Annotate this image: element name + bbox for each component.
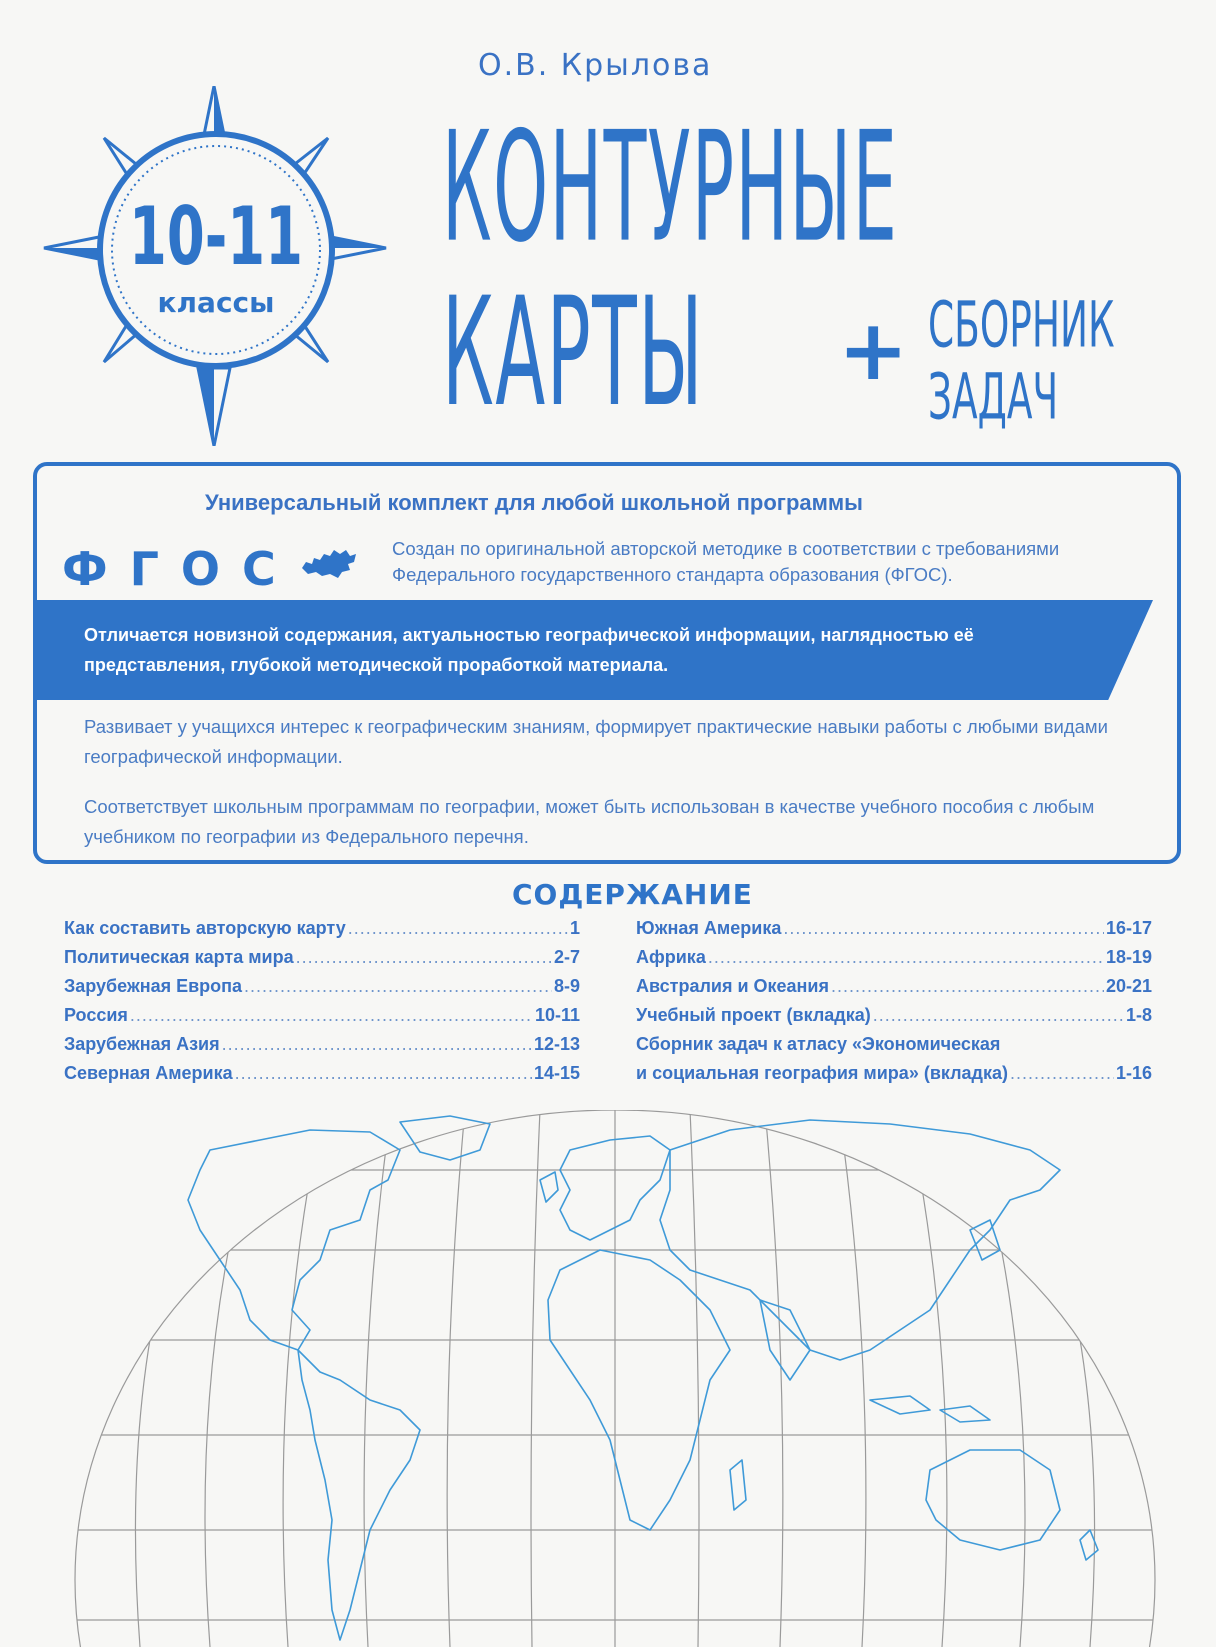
russia-map-icon — [300, 546, 358, 582]
toc-leader-dots — [831, 976, 1104, 997]
toc-item — [64, 1005, 580, 1034]
toc-item-page: 14-15 — [533, 1063, 580, 1083]
toc-item — [636, 1005, 1152, 1034]
author-name: О.В. Крылова — [478, 48, 713, 83]
toc-item-label: Как составить авторскую карту — [64, 918, 346, 938]
toc-leader-dots — [873, 1005, 1124, 1026]
toc-item-page: 1-8 — [1125, 1005, 1152, 1025]
toc-item-label: Россия — [64, 1005, 128, 1025]
toc-item — [636, 1063, 1152, 1092]
info-paragraph-2: Соответствует школьным программам по географии, может быть использован в качестве учебного пособия с любым учебником по географии из Федерального перечня. — [84, 796, 1095, 847]
toc-item-label: Африка — [636, 947, 706, 967]
toc-item-page: 18-19 — [1105, 947, 1152, 967]
toc-item-page: 16-17 — [1105, 918, 1152, 938]
toc-item-page: 10-11 — [534, 1005, 580, 1025]
map-graticule — [70, 1110, 1160, 1647]
toc-item-page: 2-7 — [553, 947, 580, 967]
toc-item-page: 12-13 — [533, 1034, 580, 1054]
toc-item — [64, 976, 580, 1005]
title-line-1: КОНТУРНЫЕ — [442, 98, 899, 277]
subtitle-line-1: СБОРНИК — [928, 289, 1115, 363]
toc-item — [636, 976, 1152, 1005]
world-contour-map — [70, 1110, 1160, 1647]
toc-leader-dots — [348, 918, 568, 939]
info-paragraph-1: Развивает у учащихся интерес к географическим знаниям, формирует практические навыки работы с любыми видами географической информации. — [84, 716, 1108, 767]
toc-item — [636, 947, 1152, 976]
toc-leader-dots — [235, 1063, 532, 1084]
fgos-label: ФГОС — [62, 542, 298, 596]
toc-item-page: 20-21 — [1105, 976, 1152, 996]
toc-item-label: Северная Америка — [64, 1063, 233, 1083]
fgos-description: Создан по оригинальной авторской методике в соответствии с требованиями Федерального государственного стандарта образования (ФГОС). — [392, 538, 1060, 585]
toc-item-label: Зарубежная Азия — [64, 1034, 220, 1054]
toc-item-label: Южная Америка — [636, 918, 782, 938]
toc-item — [64, 918, 580, 947]
toc-item-page: 1 — [569, 918, 580, 938]
toc-item-page: 8-9 — [553, 976, 580, 996]
toc-item-label: Учебный проект (вкладка) — [636, 1005, 871, 1025]
toc-item-label-line1: Сборник задач к атласу «Экономическая — [636, 1034, 1001, 1054]
highlight-banner-text: Отличается новизной содержания, актуальностью географической информации, наглядностью её представления, глубокой методической проработкой материала. — [84, 625, 974, 675]
title-line-2: КАРТЫ — [442, 264, 705, 440]
map-coastlines — [188, 1116, 1098, 1640]
toc-item — [636, 918, 1152, 947]
toc-item — [64, 1063, 580, 1092]
toc-right-column — [636, 918, 1152, 1092]
toc-leader-dots — [708, 947, 1104, 968]
toc-leader-dots — [244, 976, 552, 997]
toc-item-label: Политическая карта мира — [64, 947, 294, 967]
toc-item-label: Зарубежная Европа — [64, 976, 243, 996]
grade-word: классы — [157, 286, 275, 319]
toc-leader-dots — [222, 1034, 532, 1055]
toc-heading: СОДЕРЖАНИЕ — [512, 878, 753, 911]
toc-leader-dots — [296, 947, 552, 968]
toc-leader-dots — [130, 1005, 533, 1026]
plus-sign: + — [838, 301, 909, 399]
grade-number: 10-11 — [129, 191, 303, 284]
toc-leader-dots — [783, 918, 1104, 939]
toc-item-label-line2: и социальная география мира» (вкладка) — [636, 1063, 1008, 1083]
toc-leader-dots — [1010, 1063, 1114, 1084]
toc-left-column — [64, 918, 580, 1092]
toc-item-page: 1-16 — [1115, 1063, 1152, 1083]
info-box-title: Универсальный комплект для любой школьной программы — [205, 490, 863, 515]
subtitle-line-2: ЗАДАЧ — [928, 361, 1059, 435]
toc-item — [64, 947, 580, 976]
toc-item — [64, 1034, 580, 1063]
toc-item-label: Австралия и Океания — [636, 976, 829, 996]
compass-rose-icon — [40, 86, 420, 446]
